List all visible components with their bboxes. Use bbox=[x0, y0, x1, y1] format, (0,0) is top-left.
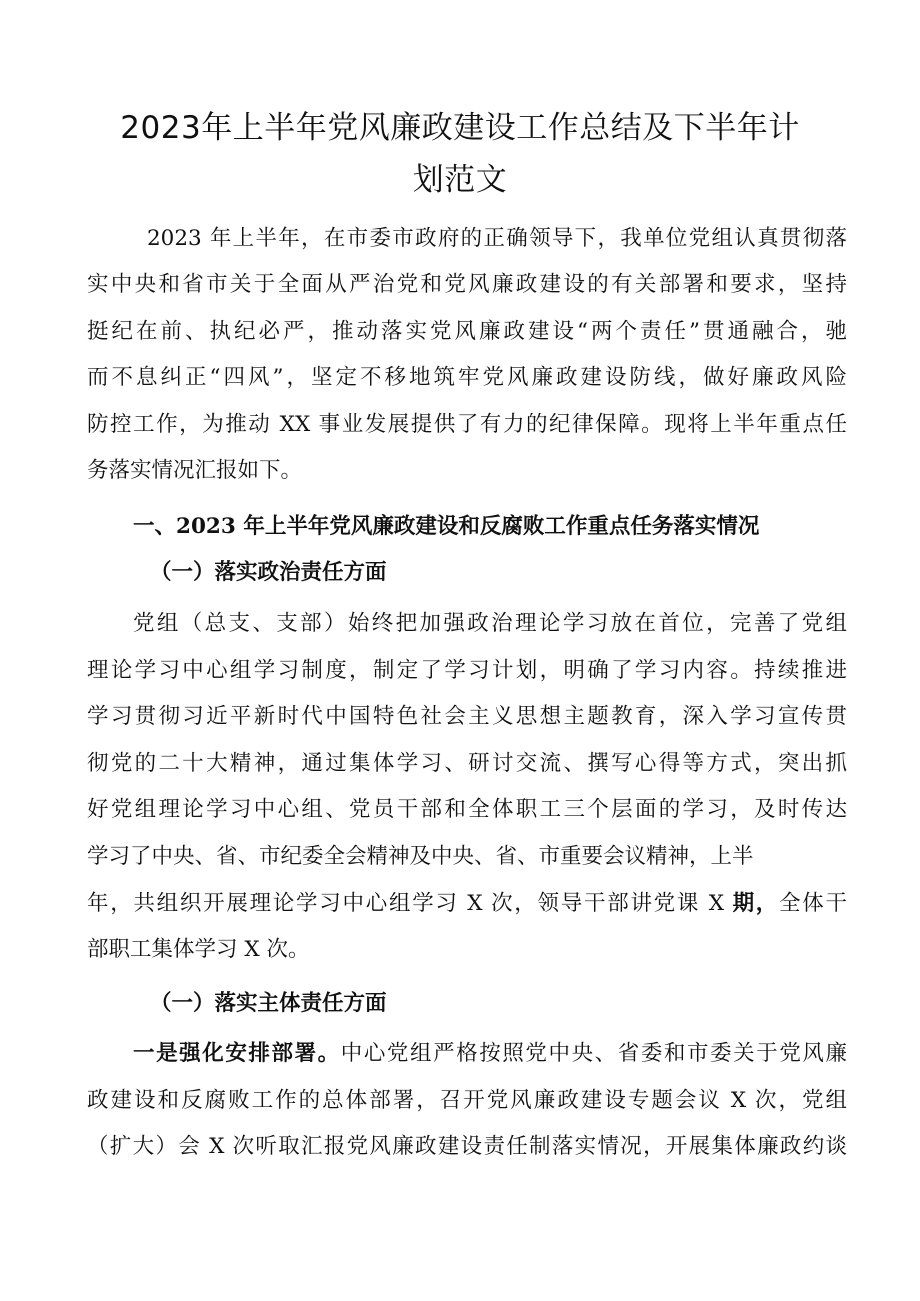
body-text: 年，共组织开展理论学习中心组学习 X 次，领导干部讲党课 X bbox=[87, 891, 733, 916]
body-line: （扩大）会 X 次听取汇报党风廉政建设责任制落实情况，开展集体廉政约谈 bbox=[87, 1134, 847, 1159]
body-line: 政建设和反腐败工作的总体部署，召开党风廉政建设专题会议 X 次，党组 bbox=[87, 1088, 847, 1113]
lead-bold-text: 一是强化安排部署。 bbox=[133, 1041, 341, 1066]
body-line: 学习了中央、省、市纪委全会精神及中央、省、市重要会议精神，上半 bbox=[87, 844, 754, 869]
body-line: 彻党的二十大精神，通过集体学习、研讨交流、撰写心得等方式，突出抓 bbox=[87, 751, 847, 776]
body-line: 理论学习中心组学习制度，制定了学习计划，明确了学习内容。持续推进 bbox=[87, 658, 847, 683]
document-title-line-1: 2023年上半年党风廉政建设工作总结及下半年计 bbox=[120, 110, 800, 146]
intro-line: 务落实情况汇报如下。 bbox=[87, 458, 303, 483]
intro-line: 而不息纠正“四风”，坚定不移地筑牢党风廉政建设防线，做好廉政风险 bbox=[87, 365, 847, 390]
intro-line: 防控工作，为推动 XX 事业发展提供了有力的纪律保障。现将上半年重点任 bbox=[87, 412, 847, 437]
intro-line: 挺纪在前、执纪必严，推动落实党风廉政建设“两个责任”贯通融合，驰 bbox=[87, 319, 847, 344]
body-line bbox=[87, 889, 847, 919]
bold-text: 期， bbox=[732, 891, 780, 916]
body-line bbox=[133, 1039, 847, 1069]
intro-line: 2023 年上半年，在市委市政府的正确领导下，我单位党组认真贯彻落 bbox=[147, 226, 847, 251]
section-heading: 一、2023 年上半年党风廉政建设和反腐败工作重点任务落实情况 bbox=[133, 514, 760, 539]
body-text: 全体干 bbox=[779, 891, 847, 916]
subsection-heading: （一）落实政治责任方面 bbox=[150, 560, 387, 585]
intro-line: 实中央和省市关于全面从严治党和党风廉政建设的有关部署和要求，坚持 bbox=[87, 272, 847, 297]
body-line: 部职工集体学习 X 次。 bbox=[87, 937, 310, 962]
document-title-line-2: 划范文 bbox=[412, 162, 508, 198]
body-line: 好党组理论学习中心组、党员干部和全体职工三个层面的学习，及时传达 bbox=[87, 797, 847, 822]
body-text: 中心党组严格按照党中央、省委和市委关于党风廉 bbox=[340, 1041, 847, 1066]
subsection-heading: （一）落实主体责任方面 bbox=[150, 991, 387, 1016]
body-line: 学习贯彻习近平新时代中国特色社会主义思想主题教育，深入学习宣传贯 bbox=[87, 704, 847, 729]
body-line: 党组（总支、支部）始终把加强政治理论学习放在首位，完善了党组 bbox=[133, 611, 847, 636]
